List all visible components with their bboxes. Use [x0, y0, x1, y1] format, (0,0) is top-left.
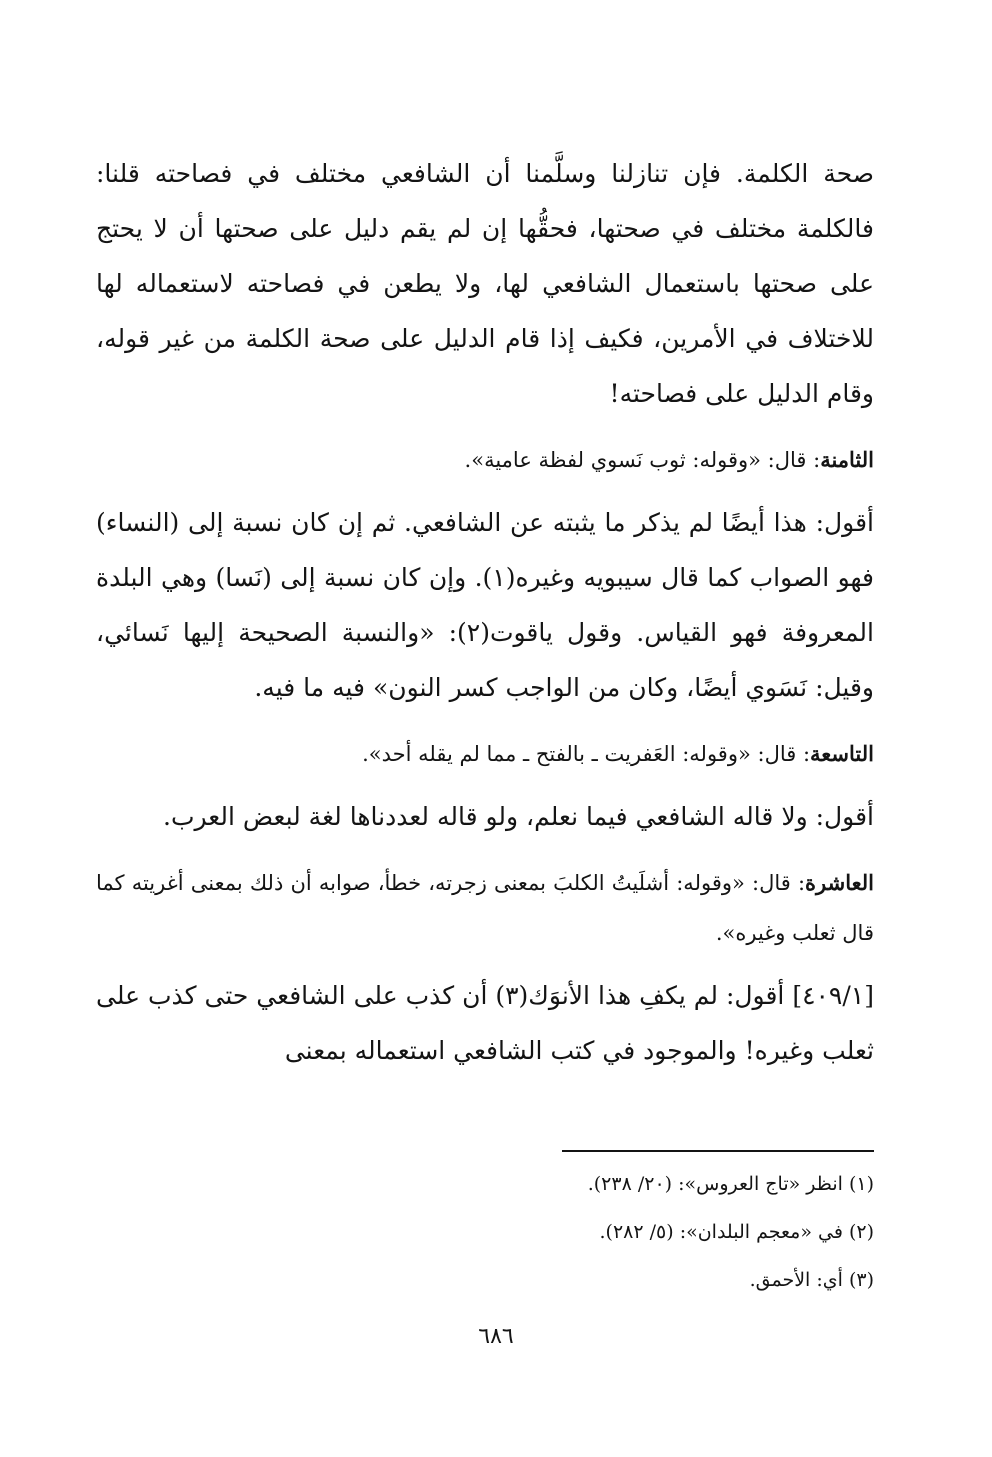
point-ten-label: العاشرة [805, 870, 874, 895]
footnotes [300, 1160, 874, 1304]
paragraph-reply-eight-text: أقول: هذا أيضًا لم يذكر ما يثبته عن الشافعي. ثم إن كان نسبة إلى (النساء) فهو الصواب كما قال سيبويه وغيره(١). وإن كان نسبة إلى (نَسا) وهي البلدة المعروفة فهو القياس. وقول ياقوت(٢): «والنسبة الصحيحة إليها نَسائي، وقيل: نَسَوي أيضًا، وكان من الواجب كسر النون» فيه ما فيه. [96, 508, 874, 702]
footnote-1: (١) انظر «تاج العروس»: (٢٠/ ٢٣٨). [587, 1173, 874, 1195]
point-eight-label: الثامنة [820, 447, 874, 472]
paragraph-reply-nine-text: أقول: ولا قاله الشافعي فيما نعلم، ولو قاله لعددناها لغة لبعض العرب. [163, 802, 874, 831]
page-number: ٦٨٦ [478, 1324, 514, 1349]
footnote-2: (٢) في «معجم البلدان»: (٥/ ٢٨٢). [599, 1221, 874, 1243]
point-ten-text: : قال: «وقوله: أشلَيتُ الكلبَ بمعنى زجرته، خطأ، صوابه أن ذلك بمعنى أغريته كما قال ثعلب وغيره». [96, 871, 874, 945]
point-eight-text: : قال: «وقوله: ثوب نَسوي لفظة عامية». [464, 448, 821, 472]
point-nine [96, 729, 874, 779]
paragraph-intro-text: صحة الكلمة. فإن تنازلنا وسلَّمنا أن الشافعي مختلف في فصاحته قلنا: فالكلمة مختلف في صحتها، فحقُّها إن لم يقم دليل على صحتها أن لا يحتج على صحتها باستعمال الشافعي لها، ولا يطعن في فصاحته لاستعماله لها للاختلاف في الأمرين، فكيف إذا قام الدليل على صحة الكلمة من غير قوله، وقام الدليل على فصاحته! [96, 159, 874, 408]
paragraph-reply-nine [96, 789, 874, 844]
paragraph-intro [96, 146, 874, 421]
paragraph-reply-eight [96, 495, 874, 715]
point-ten [96, 858, 874, 958]
main-text [96, 146, 874, 1078]
paragraph-reply-ten [96, 968, 874, 1078]
footnote-divider [562, 1150, 874, 1152]
paragraph-reply-ten-text: [٤٠٩/١] أقول: لم يكفِ هذا الأنوَك(٣) أن كذب على الشافعي حتى كذب على ثعلب وغيره! والموجود في كتب الشافعي استعماله بمعنى [96, 981, 874, 1065]
point-eight [96, 435, 874, 485]
point-nine-label: التاسعة [810, 741, 874, 766]
point-nine-text: : قال: «وقوله: العَفريت ـ بالفتح ـ مما لم يقله أحد». [362, 742, 811, 766]
footnote-3: (٣) أي: الأحمق. [749, 1269, 874, 1291]
